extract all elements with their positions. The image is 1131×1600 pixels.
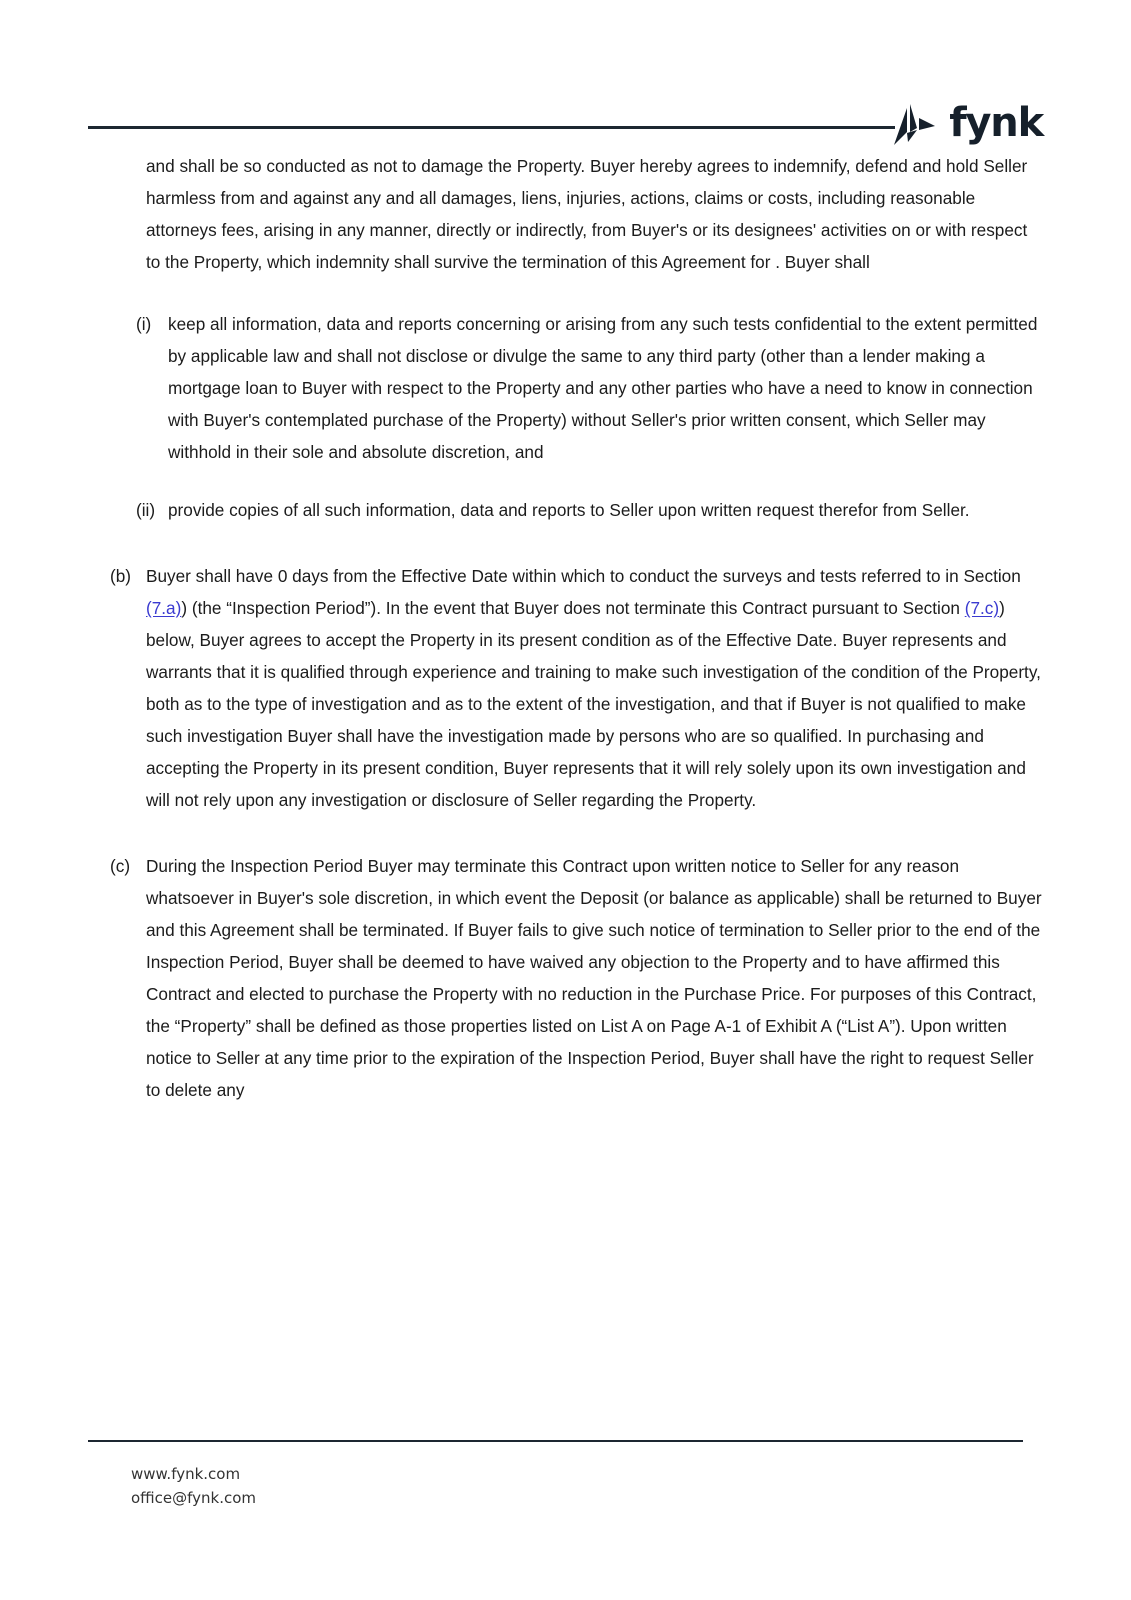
clause-text: During the Inspection Period Buyer may terminate this Contract upon written notice to Seller for any reason whatsoever in Buyer's sole discretion, in which event the Deposit (or balance as applicable) shall be returned to Buyer and this Agreement shall be terminated. If Buyer fails to give such notice of termination to Seller prior to the end of the Inspection Period, Buyer shall be deemed to have waived any objection to the Property and to have affirmed this Contract and elected to purchase the Property with no reduction in the Purchase Price. For purposes of this Contract, the “Property” shall be defined as those properties listed on List A on Page A-1 of Exhibit A (“List A”). Upon written notice to Seller at any time prior to the expiration of the Inspection Period, Buyer shall have the right to request Seller to delete any [146, 856, 1042, 1100]
footer-email[interactable]: office@fynk.com [131, 1489, 257, 1507]
list-item-label: (i) [136, 314, 152, 334]
clause-label: (b) [110, 566, 132, 586]
list-item-roman-i [136, 308, 1043, 468]
footer-contact [131, 1462, 256, 1510]
section-link-7a[interactable]: (7.a) [146, 598, 182, 618]
clause-label: (c) [110, 856, 131, 876]
document-body [0, 150, 1131, 1136]
clause-b [110, 560, 1043, 816]
clause-text [146, 560, 1043, 816]
clause-c [110, 850, 1043, 1106]
brand-wordmark: fynk [949, 99, 1043, 146]
list-item-label: (ii) [136, 500, 156, 520]
list-item-roman-ii [136, 494, 1043, 526]
page-footer [0, 1440, 1131, 1600]
paragraph-continuation: and shall be so conducted as not to damage the Property. Buyer hereby agrees to indemnify, defend and hold Seller harmless from and against any and all damages, liens, injuries, actions, claims or costs, including reasonable attorneys fees, arising in any manner, directly or indirectly, from Buyer's or its designees' activities on or with respect to the Property, which indemnity shall survive the termination of this Agreement for . Buyer shall [146, 156, 1028, 272]
header-divider [88, 126, 895, 129]
page-header [0, 0, 1131, 150]
footer-website[interactable]: www.fynk.com [131, 1465, 241, 1483]
footer-divider [88, 1440, 1023, 1442]
brand-logo [883, 98, 1043, 150]
clause-b-text-2: ) (the “Inspection Period”). In the event that Buyer does not terminate this Contract pursuant to Section [181, 598, 965, 618]
list-item-text: provide copies of all such information, data and reports to Seller upon written request therefor from Seller. [168, 500, 970, 520]
section-link-7c[interactable]: (7.c) [964, 598, 1000, 618]
clause-b-text-3: ) below, Buyer agrees to accept the Property in its present condition as of the Effective Date. Buyer represents and warrants that it is qualified through experience and training to make such investigation of the condition of the Property, both as to the type of investigation and as to the extent of the investigation, and that if Buyer is not qualified to make such investigation Buyer shall have the investigation made by persons who are so qualified. In purchasing and accepting the Property in its present condition, Buyer represents that it will rely solely upon its own investigation and will not rely upon any investigation or disclosure of Seller regarding the Property. [146, 598, 1041, 810]
origami-bird-icon [883, 102, 937, 146]
clause-b-text-1: Buyer shall have 0 days from the Effective Date within which to conduct the surveys and tests referred to in Section [146, 566, 1021, 586]
list-item-text: keep all information, data and reports concerning or arising from any such tests confidential to the extent permitted by applicable law and shall not disclose or divulge the same to any third party (other than a lender making a mortgage loan to Buyer with respect to the Property and any other parties who have a need to know in connection with Buyer's contemplated purchase of the Property) without Seller's prior written consent, which Seller may withhold in their sole and absolute discretion, and [168, 314, 1038, 462]
